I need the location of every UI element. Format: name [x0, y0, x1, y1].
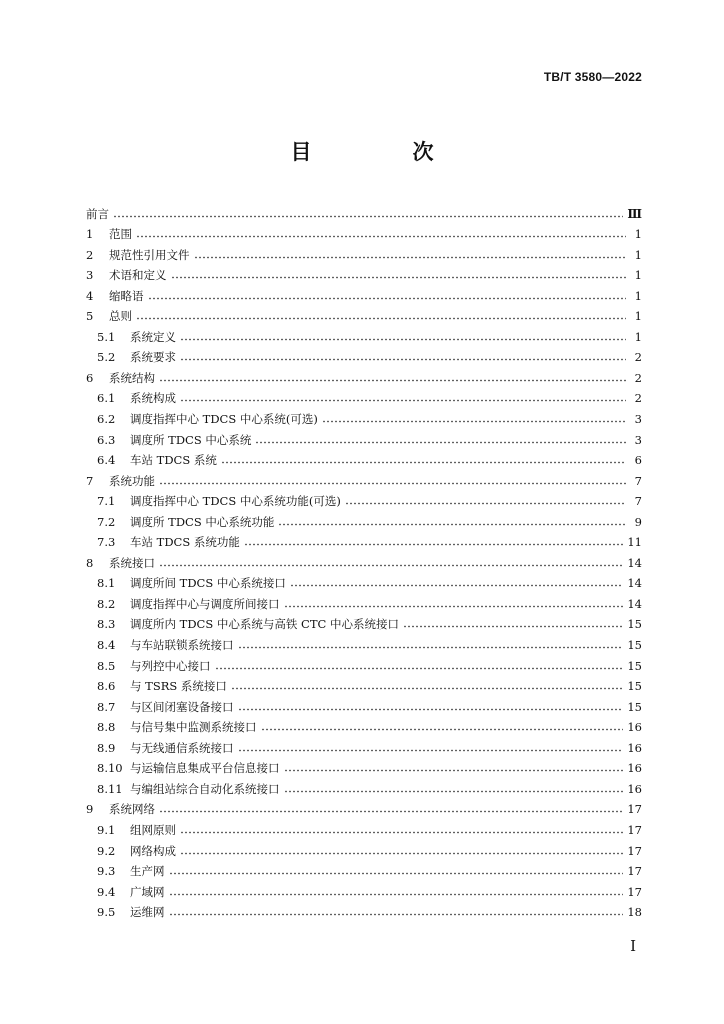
- toc-entry[interactable]: [86, 447, 642, 468]
- dot-leader: [180, 399, 626, 402]
- toc-entry-number: 5.2: [97, 350, 116, 365]
- toc-entry-page: 17: [627, 843, 642, 858]
- toc-entry-label: 与无线通信系统接口: [130, 740, 234, 755]
- toc-entry-number: 7.2: [97, 514, 116, 529]
- toc-entry-page: 2: [634, 350, 642, 365]
- toc-entry[interactable]: [86, 262, 642, 283]
- toc-entry-page: 3: [634, 432, 642, 447]
- toc-entry-label: 与区间闭塞设备接口: [130, 699, 234, 714]
- toc-entry-label: 调度所 TDCS 中心系统功能: [130, 514, 275, 529]
- dot-leader: [284, 790, 624, 793]
- toc-entry-label: 调度指挥中心 TDCS 中心系统功能(可选): [130, 494, 341, 509]
- toc-entry-label: 系统定义: [130, 329, 176, 344]
- toc-entry-number: 8.4: [97, 638, 116, 653]
- toc-entry-label: 规范性引用文件: [109, 247, 190, 262]
- toc-entry[interactable]: [86, 755, 642, 776]
- dot-leader: [169, 913, 624, 916]
- toc-entry-page: 1: [634, 268, 642, 283]
- toc-entry[interactable]: [86, 878, 642, 899]
- toc-entry-number: 5: [86, 309, 94, 324]
- toc-entry-label: 调度所内 TDCS 中心系统与高铁 CTC 中心系统接口: [130, 617, 399, 632]
- toc-entry-label: 广域网: [130, 884, 165, 899]
- toc-entry-number: 8.7: [97, 699, 116, 714]
- toc-entry-label: 网络构成: [130, 843, 176, 858]
- toc-entry-label: 与运输信息集成平台信息接口: [130, 761, 280, 776]
- toc-entry-page: 9: [634, 514, 642, 529]
- toc-entry-number: 8.5: [97, 658, 116, 673]
- dot-leader: [284, 769, 624, 772]
- toc-entry-number: 9.1: [97, 822, 116, 837]
- toc-entry[interactable]: [86, 590, 642, 611]
- toc-entry-number: 6.3: [97, 432, 116, 447]
- toc-entry-page: 2: [634, 370, 642, 385]
- toc-entry[interactable]: [86, 631, 642, 652]
- toc-entry-number: 7.3: [97, 535, 116, 550]
- toc-entry-label: 车站 TDCS 系统: [130, 453, 217, 468]
- toc-entry-page: 17: [627, 884, 642, 899]
- toc-entry[interactable]: [86, 837, 642, 858]
- toc-entry-number: 2: [86, 247, 94, 262]
- toc-entry-number: 8.1: [97, 576, 116, 591]
- dot-leader: [238, 749, 624, 752]
- toc-entry-page: 7: [634, 473, 642, 488]
- toc-entry[interactable]: [86, 282, 642, 303]
- toc-entry-number: 3: [86, 268, 94, 283]
- toc-entry-number: 8.3: [97, 617, 116, 632]
- toc-entry-label: 系统构成: [130, 391, 176, 406]
- toc-entry-number: 8.10: [97, 761, 123, 776]
- dot-leader: [171, 276, 627, 279]
- toc-entry-page: 16: [627, 720, 642, 735]
- toc-entry-number: 8.6: [97, 679, 116, 694]
- toc-entry-page: 16: [627, 761, 642, 776]
- toc-entry[interactable]: [86, 775, 642, 796]
- toc-entry[interactable]: [86, 508, 642, 529]
- toc-entry-label: 与 TSRS 系统接口: [130, 679, 227, 694]
- toc-entry-page: 17: [627, 864, 642, 879]
- toc-entry-page: 3: [634, 412, 642, 427]
- toc-entry-page: 15: [627, 617, 642, 632]
- dot-leader: [194, 256, 627, 259]
- toc-entry-label: 系统结构: [109, 370, 155, 385]
- toc-entry-number: 8.9: [97, 740, 116, 755]
- toc-entry-page: 1: [634, 288, 642, 303]
- toc-entry-label: 车站 TDCS 系统功能: [130, 535, 240, 550]
- toc-entry-page: Ⅲ: [627, 206, 642, 221]
- toc-entry-page: 16: [627, 781, 642, 796]
- toc-entry-number: 8: [86, 555, 94, 570]
- toc-entry-label: 调度指挥中心 TDCS 中心系统(可选): [130, 412, 318, 427]
- toc-entry-page: 1: [634, 227, 642, 242]
- toc-entry-label: 与车站联锁系统接口: [130, 638, 234, 653]
- toc-entry-label: 运维网: [130, 905, 165, 920]
- toc-entry-label: 系统网络: [109, 802, 155, 817]
- toc-entry-number: 9.2: [97, 843, 116, 858]
- toc-entry-label: 与信号集中监测系统接口: [130, 720, 257, 735]
- dot-leader: [284, 605, 624, 608]
- toc-entry[interactable]: [86, 344, 642, 365]
- toc-entry[interactable]: [86, 221, 642, 242]
- dot-leader: [169, 893, 624, 896]
- dot-leader: [159, 379, 626, 382]
- toc-entry-number: 6.1: [97, 391, 116, 406]
- toc-entry-label: 调度所间 TDCS 中心系统接口: [130, 576, 286, 591]
- dot-leader: [290, 584, 623, 587]
- toc-entry-label: 系统要求: [130, 350, 176, 365]
- toc-entry-page: 16: [627, 740, 642, 755]
- toc-entry-page: 15: [627, 658, 642, 673]
- dot-leader: [180, 358, 626, 361]
- toc-entry[interactable]: [86, 570, 642, 591]
- toc-entry-number: 5.1: [97, 329, 116, 344]
- toc-entry[interactable]: [86, 673, 642, 694]
- toc-entry-label: 系统接口: [109, 555, 155, 570]
- toc-entry[interactable]: [86, 549, 642, 570]
- dot-leader: [136, 317, 626, 320]
- toc-entry-page: 14: [627, 555, 642, 570]
- toc-entry-number: 6.2: [97, 412, 116, 427]
- toc-entry-page: 15: [627, 679, 642, 694]
- dot-leader: [238, 708, 624, 711]
- standard-code: TB/T 3580—2022: [543, 70, 642, 84]
- toc-entry-number: 6.4: [97, 453, 116, 468]
- toc-entry-number: 8.8: [97, 720, 116, 735]
- toc-entry-number: 7.1: [97, 494, 116, 509]
- toc-entry-page: 14: [627, 596, 642, 611]
- toc-entry-page: 15: [627, 699, 642, 714]
- toc-entry[interactable]: [86, 385, 642, 406]
- toc-entry[interactable]: [86, 405, 642, 426]
- dot-leader: [159, 564, 623, 567]
- toc-entry-label: 缩略语: [109, 288, 144, 303]
- dot-leader: [148, 297, 627, 300]
- dot-leader: [261, 728, 624, 731]
- table-of-contents: [86, 200, 642, 919]
- toc-entry-label: 与编组站综合自动化系统接口: [130, 781, 280, 796]
- dot-leader: [322, 420, 626, 423]
- toc-entry-page: 18: [627, 905, 642, 920]
- toc-entry[interactable]: [86, 426, 642, 447]
- toc-entry[interactable]: [86, 323, 642, 344]
- dot-leader: [180, 852, 623, 855]
- dot-leader: [169, 872, 624, 875]
- toc-entry[interactable]: [86, 200, 642, 221]
- dot-leader: [159, 810, 623, 813]
- toc-entry-page: 1: [634, 309, 642, 324]
- toc-entry[interactable]: [86, 693, 642, 714]
- toc-entry-label: 与列控中心接口: [130, 658, 211, 673]
- toc-entry-page: 15: [627, 638, 642, 653]
- toc-entry-number: 9.5: [97, 905, 116, 920]
- toc-entry-label: 调度指挥中心与调度所间接口: [130, 596, 280, 611]
- dot-leader: [113, 215, 623, 218]
- dot-leader: [255, 441, 626, 444]
- toc-entry[interactable]: [86, 652, 642, 673]
- dot-leader: [215, 667, 624, 670]
- toc-entry-page: 2: [634, 391, 642, 406]
- toc-entry-page: 17: [627, 822, 642, 837]
- toc-entry[interactable]: [86, 241, 642, 262]
- dot-leader: [403, 625, 623, 628]
- toc-entry-number: 4: [86, 288, 94, 303]
- dot-leader: [244, 543, 623, 546]
- toc-entry-page: 1: [634, 329, 642, 344]
- toc-entry[interactable]: [86, 529, 642, 550]
- dot-leader: [159, 482, 626, 485]
- dot-leader: [180, 338, 626, 341]
- toc-entry-page: 11: [627, 535, 642, 550]
- toc-entry-label: 调度所 TDCS 中心系统: [130, 432, 252, 447]
- toc-entry-number: 9.3: [97, 864, 116, 879]
- toc-entry-number: 8.2: [97, 596, 116, 611]
- dot-leader: [278, 523, 626, 526]
- dot-leader: [238, 646, 624, 649]
- toc-entry-number: 1: [86, 227, 94, 242]
- toc-entry[interactable]: [86, 858, 642, 879]
- toc-entry[interactable]: [86, 899, 642, 920]
- toc-entry-label: 总则: [109, 309, 132, 324]
- dot-leader: [345, 502, 626, 505]
- toc-entry-page: 17: [627, 802, 642, 817]
- toc-entry[interactable]: [86, 467, 642, 488]
- toc-entry[interactable]: [86, 796, 642, 817]
- toc-entry-number: 6: [86, 370, 94, 385]
- page-title: 目 次: [290, 140, 474, 164]
- toc-entry-label: 系统功能: [109, 473, 155, 488]
- toc-entry-label: 生产网: [130, 864, 165, 879]
- toc-entry-number: 8.11: [97, 781, 123, 796]
- dot-leader: [231, 687, 623, 690]
- toc-entry[interactable]: [86, 364, 642, 385]
- dot-leader: [136, 235, 626, 238]
- toc-entry[interactable]: [86, 611, 642, 632]
- toc-entry-label: 范围: [109, 227, 132, 242]
- toc-entry-page: 6: [634, 453, 642, 468]
- toc-entry-page: 14: [627, 576, 642, 591]
- toc-entry[interactable]: [86, 303, 642, 324]
- toc-entry-label: 组网原则: [130, 822, 176, 837]
- toc-entry[interactable]: [86, 816, 642, 837]
- toc-entry-page: 7: [634, 494, 642, 509]
- toc-entry-number: 7: [86, 473, 94, 488]
- toc-entry[interactable]: [86, 488, 642, 509]
- toc-entry-number: 9: [86, 802, 94, 817]
- toc-entry[interactable]: [86, 714, 642, 735]
- page-number: I: [630, 937, 636, 955]
- dot-leader: [180, 831, 623, 834]
- toc-entry-page: 1: [634, 247, 642, 262]
- toc-entry-label: 前言: [86, 206, 109, 221]
- toc-entry-label: 术语和定义: [109, 268, 167, 283]
- dot-leader: [221, 461, 626, 464]
- toc-entry-number: 9.4: [97, 884, 116, 899]
- toc-entry[interactable]: [86, 734, 642, 755]
